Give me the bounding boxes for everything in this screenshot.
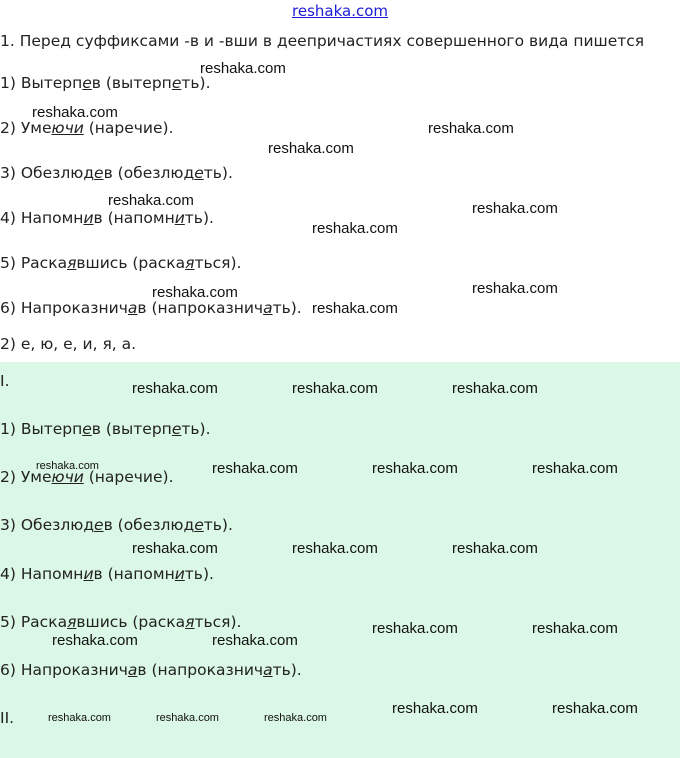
answer-item-5: 5) Раскаявшись (раскаяться).	[0, 613, 242, 631]
question-item-5: 5) Раскаявшись (раскаяться).	[0, 254, 242, 272]
watermark: reshaka.com	[268, 140, 354, 157]
watermark: reshaka.com	[472, 280, 558, 297]
question-item-4: 4) Напомнив (напомнить).	[0, 209, 214, 227]
answer-block	[0, 362, 680, 758]
watermark: reshaka.com	[32, 104, 118, 121]
watermark: reshaka.com	[452, 380, 538, 397]
question-item-2: 2) Умеючи (наречие).	[0, 119, 174, 137]
watermark: reshaka.com	[156, 712, 219, 724]
watermark: reshaka.com	[392, 700, 478, 717]
watermark: reshaka.com	[552, 700, 638, 717]
watermark: reshaka.com	[212, 460, 298, 477]
watermark: reshaka.com	[292, 540, 378, 557]
question-item-3: 3) Обезлюдев (обезлюдеть).	[0, 164, 233, 182]
watermark: reshaka.com	[200, 60, 286, 77]
watermark: reshaka.com	[312, 220, 398, 237]
watermark: reshaka.com	[532, 460, 618, 477]
watermark: reshaka.com	[52, 632, 138, 649]
watermark: reshaka.com	[48, 712, 111, 724]
answer-roman-2: II.	[0, 709, 15, 727]
answer-item-3: 3) Обезлюдев (обезлюдеть).	[0, 516, 233, 534]
answer-roman-1: I.	[0, 372, 10, 390]
watermark: reshaka.com	[372, 620, 458, 637]
watermark: reshaka.com	[132, 380, 218, 397]
watermark: reshaka.com	[212, 632, 298, 649]
watermark: reshaka.com	[452, 540, 538, 557]
watermark: reshaka.com	[472, 200, 558, 217]
answer-item-4: 4) Напомнив (напомнить).	[0, 565, 214, 583]
watermark: reshaka.com	[428, 120, 514, 137]
question-item-6: 6) Напроказничав (напроказничать).	[0, 299, 302, 317]
answer-item-1: 1) Вытерпев (вытерпеть).	[0, 420, 211, 438]
watermark: reshaka.com	[372, 460, 458, 477]
answer-option-line: 2) е, ю, е, и, я, а.	[0, 335, 137, 353]
watermark: reshaka.com	[132, 540, 218, 557]
watermark: reshaka.com	[532, 620, 618, 637]
watermark: reshaka.com	[312, 300, 398, 317]
watermark: reshaka.com	[264, 712, 327, 724]
watermark: reshaka.com	[108, 192, 194, 209]
question-item-1: 1) Вытерпев (вытерпеть).	[0, 74, 211, 92]
site-header-link[interactable]: reshaka.com	[292, 2, 388, 20]
watermark: reshaka.com	[292, 380, 378, 397]
answer-item-6: 6) Напроказничав (напроказничать).	[0, 661, 302, 679]
watermark: reshaka.com	[152, 284, 238, 301]
answer-item-2: 2) Умеючи (наречие).	[0, 468, 174, 486]
question-text: 1. Перед суффиксами -в и -вши в деепричастиях совершенного вида пишется	[0, 32, 645, 50]
watermark: reshaka.com	[36, 460, 99, 472]
